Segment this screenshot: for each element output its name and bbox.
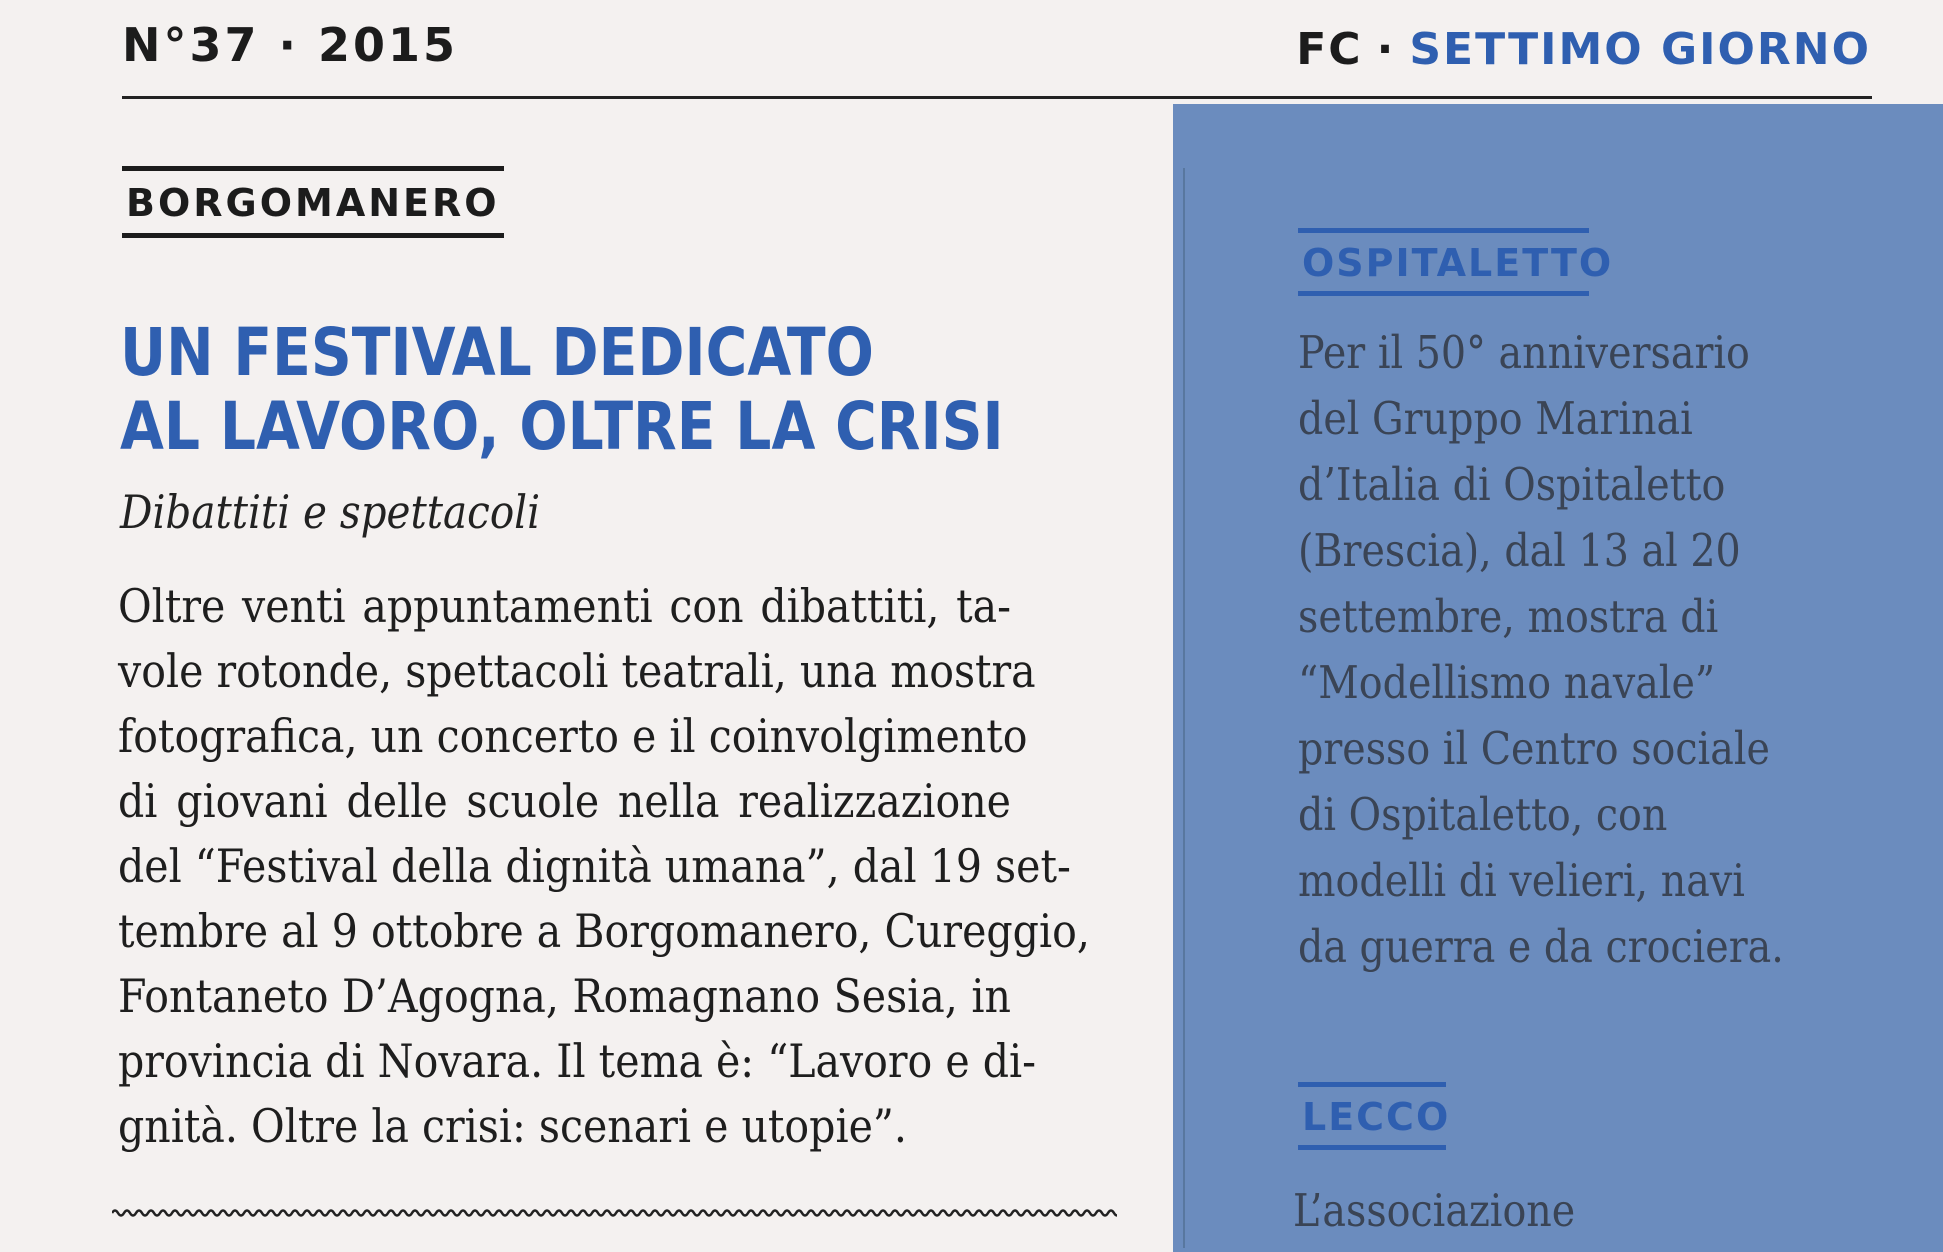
body-line: Oltre venti appuntamenti con dibattiti, ta- <box>118 579 1011 633</box>
sidebar-line: L’associazione <box>1293 1184 1576 1237</box>
article-subtitle: Dibattiti e spettacoli <box>120 485 541 539</box>
wavy-divider <box>112 1206 1117 1220</box>
sidebar-line: modelli di velieri, navi <box>1298 854 1745 907</box>
body-line: del “Festival della dignità umana”, dal 19 set- <box>118 839 1071 893</box>
body-line: provincia di Novara. Il tema è: “Lavoro e di- <box>118 1034 1037 1088</box>
sidebar-line: del Gruppo Marinai <box>1298 392 1693 445</box>
sidebar-line: settembre, mostra di <box>1298 590 1719 643</box>
headline-line: UN FESTIVAL DEDICATO <box>120 314 874 391</box>
body-line: di giovani delle scuole nella realizzazione <box>118 774 1011 828</box>
sidebar-line: da guerra e da crociera. <box>1298 920 1784 973</box>
article-headline <box>120 314 1004 465</box>
sidebar-line: di Ospitaletto, con <box>1298 788 1668 841</box>
body-line: Fontaneto D’Agogna, Romagnano Sesia, in <box>118 969 1011 1023</box>
sidebar-line: (Brescia), dal 13 al 20 <box>1298 524 1741 577</box>
body-line: gnità. Oltre la crisi: scenari e utopie”. <box>118 1099 907 1153</box>
sidebar-line: presso il Centro sociale <box>1298 722 1770 775</box>
sidebar-rule <box>1183 168 1185 1248</box>
article-location-tag: BORGOMANERO <box>122 166 504 238</box>
sidebar-item-text <box>1298 320 1914 980</box>
sidebar-panel <box>1173 104 1943 1252</box>
sidebar-item-text-2 <box>1293 1178 1909 1244</box>
article-body <box>118 574 1090 1159</box>
header-separator: · <box>1376 24 1396 75</box>
header-rule <box>122 96 1872 99</box>
issue-number: N°37 · 2015 <box>122 18 459 72</box>
sidebar-line: “Modellismo navale” <box>1298 656 1716 709</box>
sidebar-location-tag: OSPITALETTO <box>1298 228 1589 296</box>
body-line: vole rotonde, spettacoli teatrali, una mostra <box>118 644 1036 698</box>
headline-line: AL LAVORO, OLTRE LA CRISI <box>120 388 1004 465</box>
sidebar-line: Per il 50° anniversario <box>1298 326 1750 379</box>
body-line: tembre al 9 ottobre a Borgomanero, Cureggio, <box>118 904 1090 958</box>
sidebar-location-tag-2: LECCO <box>1298 1082 1446 1150</box>
body-line: fotografica, un concerto e il coinvolgimento <box>118 709 1028 763</box>
magazine-name: FC <box>1296 24 1363 75</box>
sidebar-line: d’Italia di Ospitaletto <box>1298 458 1726 511</box>
section-name: SETTIMO GIORNO <box>1409 24 1871 75</box>
magazine-header <box>1296 24 1871 75</box>
